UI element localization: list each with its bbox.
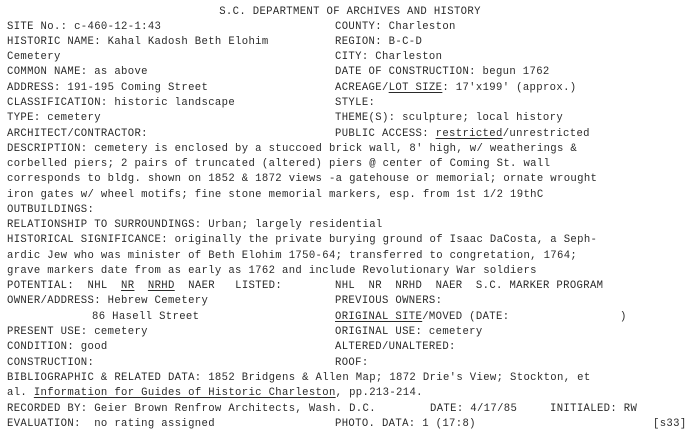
potential-nrhd: NRHD (147, 280, 175, 292)
listed-row (335, 279, 603, 294)
acreage-value: : 17'x199' (approx.) (442, 82, 577, 94)
initialed: INITIALED: RW (550, 403, 638, 415)
lot-size-label: LOT SIZE (388, 82, 443, 94)
city: CITY: Charleston (335, 51, 443, 63)
outbuildings: OUTBUILDINGS: (7, 204, 95, 216)
access-suffix: /unrestricted (502, 128, 590, 140)
site-number: SITE No.: c-460-12-1:43 (7, 21, 162, 33)
moved-date-label: /MOVED (DATE: (422, 311, 510, 323)
recorded-by: RECORDED BY: Geier Brown Renfrow Architects, Wash. D.C. (7, 403, 376, 415)
significance-line: ardic Jew who was minister of Beth Elohim 1750-64; transferred to congretation, 1764; (7, 250, 578, 262)
access-restricted: restricted (435, 128, 503, 140)
description-line: DESCRIPTION: cemetery is enclosed by a stuccoed brick wall, 8' high, w/ weatherings & (7, 143, 578, 155)
record-date: DATE: 4/17/85 (430, 403, 518, 415)
construction: CONSTRUCTION: (7, 357, 95, 369)
altered: ALTERED/UNALTERED: (335, 341, 456, 353)
biblio-source-title: Information for Guides of Historic Charleston (33, 387, 336, 399)
address: ADDRESS: 191-195 Coming Street (7, 82, 209, 94)
historic-name-cont: Cemetery (7, 51, 61, 63)
original-site (335, 310, 509, 325)
architect: ARCHITECT/CONTRACTOR: (7, 128, 148, 140)
potential-nhl: NHL (87, 280, 108, 292)
owner-address: OWNER/ADDRESS: Hebrew Cemetery (7, 295, 209, 307)
bibliographic-data-cont (7, 386, 423, 401)
description-line: corresponds to bldg. shown on 1852 & 1872 views -a gatehouse or memorial; ornate wrought (7, 173, 598, 185)
county: COUNTY: Charleston (335, 21, 456, 33)
original-site-label: ORIGINAL SITE (335, 311, 423, 323)
moved-date-close: ) (620, 311, 627, 323)
relationship: RELATIONSHIP TO SURROUNDINGS: Urban; largely residential (7, 219, 383, 231)
reference-code: [s33] (653, 418, 687, 430)
public-access (335, 127, 590, 142)
potential-label: POTENTIAL: (7, 280, 75, 292)
biblio-pages: , pp.213-214. (335, 387, 423, 399)
acreage-prefix: ACREAGE/ (335, 82, 389, 94)
present-use: PRESENT USE: cemetery (7, 326, 148, 338)
type: TYPE: cemetery (7, 112, 101, 124)
roof: ROOF: (335, 357, 369, 369)
significance-line: grave markers date from as early as 1762 and include Revolutionary War soldiers (7, 265, 537, 277)
owner-address-street: 86 Hasell Street (92, 311, 200, 323)
potential-row (7, 279, 282, 294)
header-title: S.C. DEPARTMENT OF ARCHIVES AND HISTORY (219, 6, 481, 18)
acreage (335, 81, 577, 96)
common-name: COMMON NAME: as above (7, 66, 148, 78)
original-use: ORIGINAL USE: cemetery (335, 326, 483, 338)
listed-label: LISTED: (235, 280, 283, 292)
potential-nr: NR (121, 280, 135, 292)
description-line: corbelled piers; 2 pairs of truncated (altered) piers @ center of Coming St. wall (7, 158, 551, 170)
access-prefix: PUBLIC ACCESS: (335, 128, 436, 140)
potential-naer: NAER (188, 280, 215, 292)
listed-nhl: NHL (335, 280, 356, 292)
region: REGION: B-C-D (335, 36, 423, 48)
bibliographic-data: BIBLIOGRAPHIC & RELATED DATA: 1852 Bridgens & Allen Map; 1872 Drie's View; Stockton, et (7, 372, 591, 384)
description-line: iron gates w/ wheel motifs; fine stone memorial markers, esp. from 1st 1/2 19thC (7, 189, 544, 201)
marker-program: S.C. MARKER PROGRAM (475, 280, 604, 292)
condition: CONDITION: good (7, 341, 108, 353)
themes: THEME(S): sculpture; local history (335, 112, 564, 124)
photo-data: PHOTO. DATA: 1 (17:8) (335, 418, 476, 430)
date-of-construction: DATE OF CONSTRUCTION: begun 1762 (335, 66, 550, 78)
style: STYLE: (335, 97, 376, 109)
listed-naer: NAER (435, 280, 463, 292)
significance-line: HISTORICAL SIGNIFICANCE: originally the private burying ground of Isaac DaCosta, a Seph- (7, 234, 598, 246)
evaluation: EVALUATION: no rating assigned (7, 418, 215, 430)
listed-nrhd: NRHD (395, 280, 423, 292)
classification: CLASSIFICATION: historic landscape (7, 97, 236, 109)
biblio-prefix: al. (7, 387, 34, 399)
listed-nr: NR (368, 280, 382, 292)
historic-name: HISTORIC NAME: Kahal Kadosh Beth Elohim (7, 36, 269, 48)
previous-owners: PREVIOUS OWNERS: (335, 295, 443, 307)
